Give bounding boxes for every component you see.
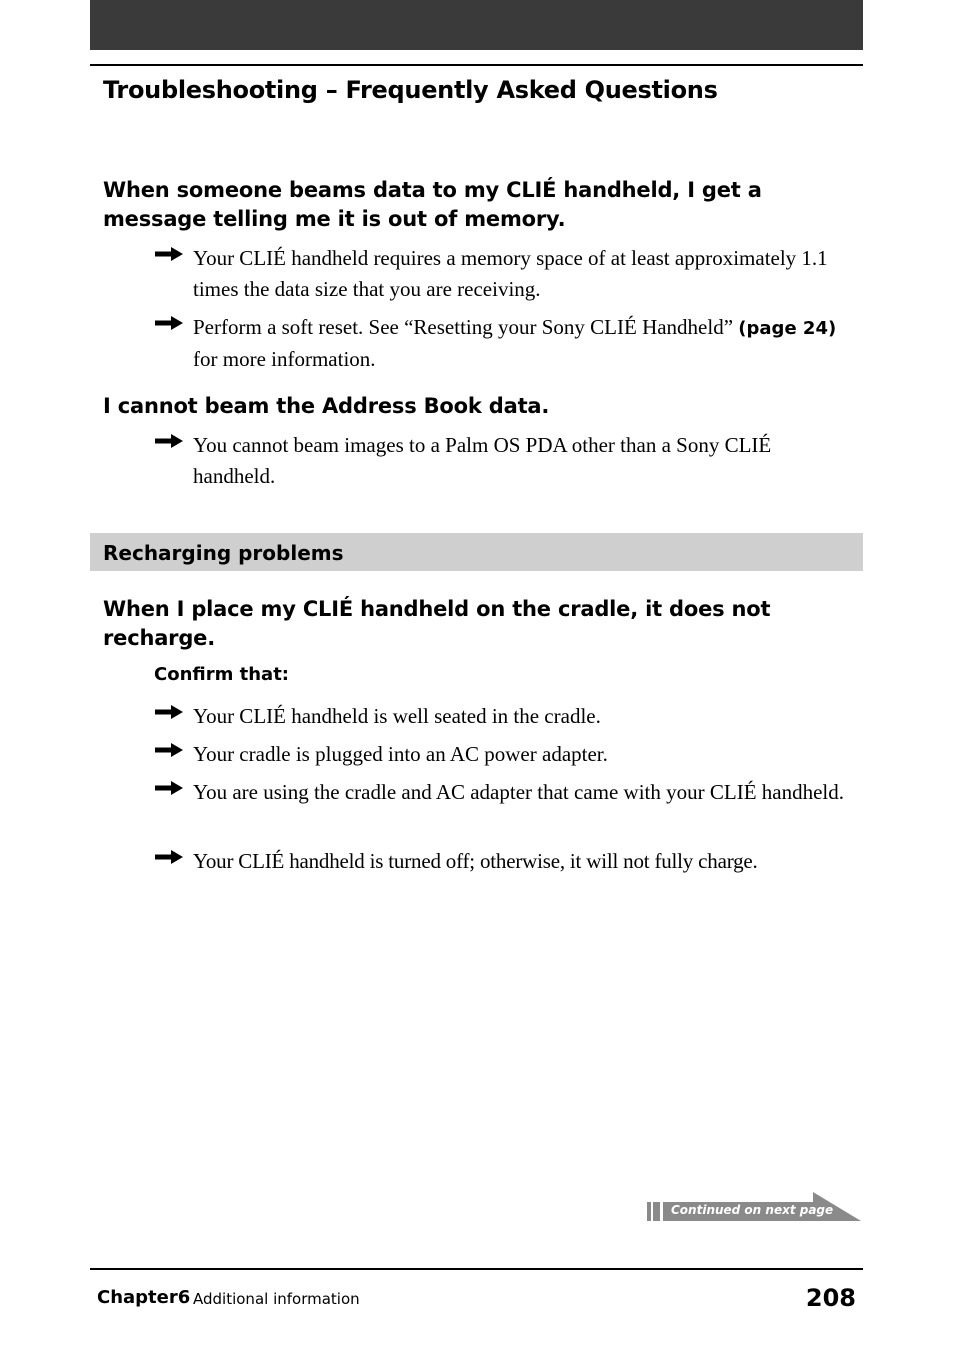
continued-label: Continued on next page bbox=[671, 1203, 834, 1217]
header-rule bbox=[90, 64, 863, 66]
header-bar bbox=[90, 0, 863, 50]
question-heading-3: When I place my CLIÉ handheld on the cradle, it does not recharge. bbox=[103, 597, 771, 650]
list-item: Your CLIÉ handheld is well seated in the cradle. bbox=[154, 701, 854, 732]
arrow-right-icon bbox=[154, 849, 184, 865]
list-item: Your cradle is plugged into an AC power adapter. bbox=[154, 739, 854, 770]
arrow-right-icon bbox=[154, 780, 184, 796]
arrow-right-icon bbox=[154, 433, 184, 449]
page-title: Troubleshooting – Frequently Asked Questions bbox=[103, 76, 718, 104]
arrow-right-icon bbox=[154, 246, 184, 262]
question-heading-2: I cannot beam the Address Book data. bbox=[103, 394, 550, 418]
arrow-right-icon bbox=[154, 315, 184, 331]
page-number: 208 bbox=[805, 1284, 856, 1312]
list-item: Your CLIÉ handheld is turned off; otherwise, it will not fully charge. bbox=[154, 846, 859, 877]
footer-chapter: Chapter6 bbox=[97, 1287, 191, 1308]
section-title: Recharging problems bbox=[103, 541, 344, 565]
footer-subtitle: Additional information bbox=[193, 1290, 360, 1308]
list-item: You cannot beam images to a Palm OS PDA other than a Sony CLIÉ handheld. bbox=[154, 430, 854, 492]
list-item: Your CLIÉ handheld requires a memory space of at least approximately 1.1 times the data size that you are receiving. bbox=[154, 243, 854, 305]
footer-rule bbox=[90, 1268, 863, 1270]
arrow-right-icon bbox=[154, 742, 184, 758]
question-heading-1: When someone beams data to my CLIÉ handheld, I get a message telling me it is out of memory. bbox=[103, 178, 762, 231]
page-reference: (page 24) bbox=[738, 318, 837, 339]
list-item: You are using the cradle and AC adapter that came with your CLIÉ handheld. bbox=[154, 777, 854, 808]
arrow-right-icon bbox=[154, 704, 184, 720]
list-item: Perform a soft reset. See “Resetting your Sony CLIÉ Handheld” (page 24) for more information. bbox=[154, 312, 854, 375]
confirm-label: Confirm that: bbox=[154, 664, 289, 685]
section-header bbox=[90, 533, 863, 571]
